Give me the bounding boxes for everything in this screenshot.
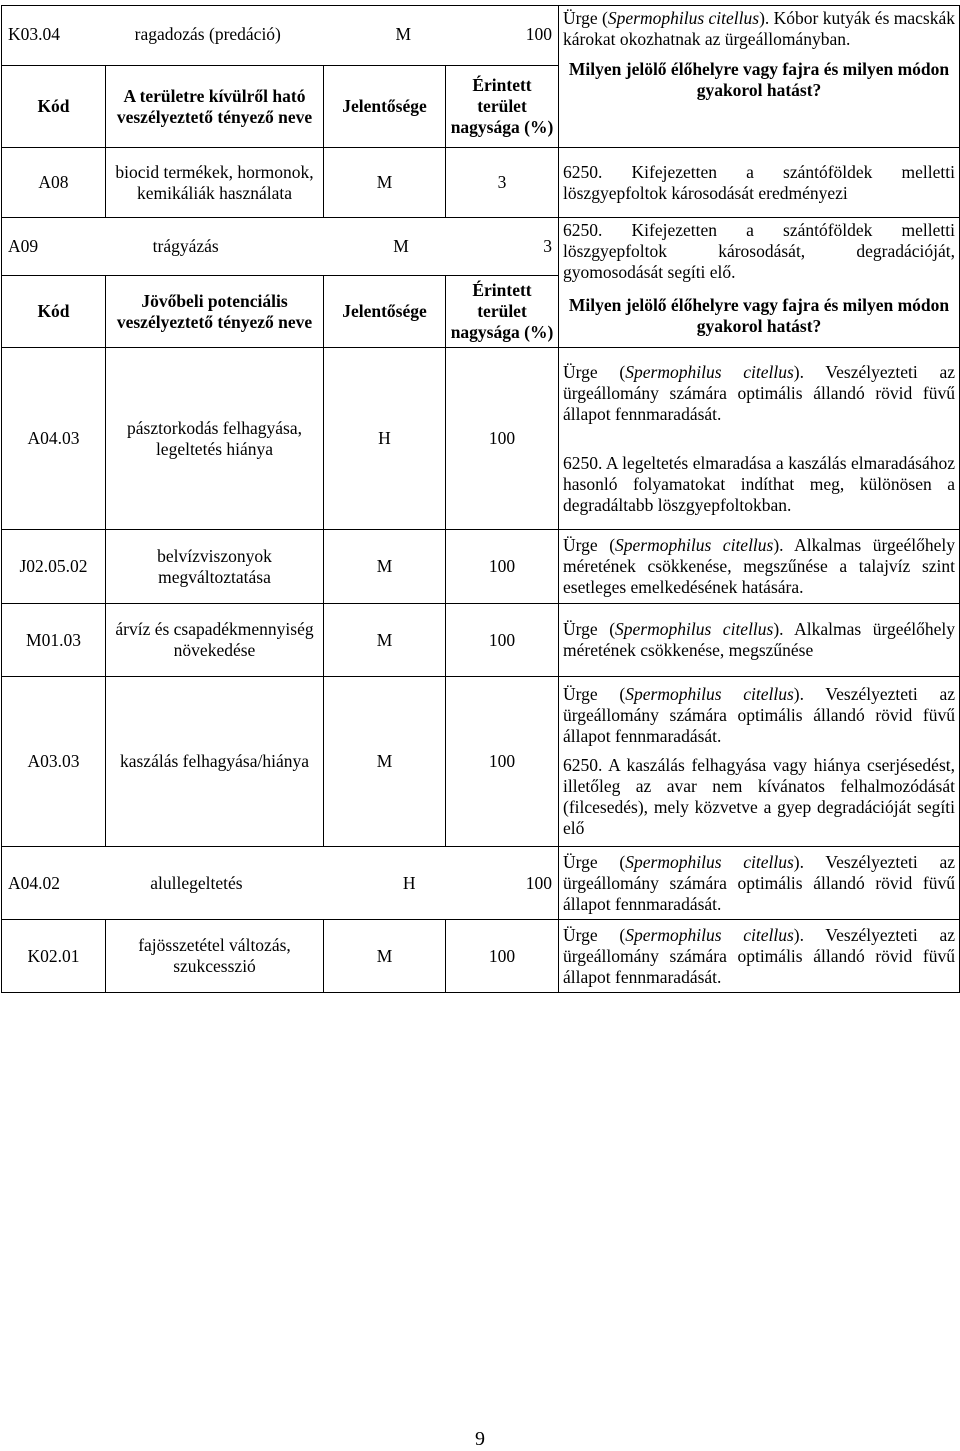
effect-text: Ürge (Spermophilus citellus). Kóbor kutyák és macskák károkat okozhatnak az ürgeállományban. (563, 8, 955, 49)
area-percent: 3 (543, 236, 552, 256)
threat-name: belvízviszonyok megváltoztatása (106, 530, 324, 604)
area-percent: 100 (446, 530, 559, 604)
effect-text: 6250. A legeltetés elmaradása a kaszálás elmaradásához hasonló folyamatokat indíthat meg, különösen a degradáltabb löszgyepfoltokban. (563, 452, 955, 515)
area-percent: 100 (446, 348, 559, 530)
merged-row-k0304 (2, 6, 559, 66)
col-header-future-threat: Jövőbeli potenciális veszélyeztető tényező neve (106, 276, 324, 348)
threat-name: pásztorkodás felhagyása, legeltetés hiánya (106, 348, 324, 530)
significance: M (324, 604, 446, 677)
threat-code: K02.01 (2, 920, 106, 993)
effect-text (559, 148, 960, 218)
table-row (2, 348, 960, 530)
threat-name: fajösszetétel változás, szukcesszió (106, 920, 324, 993)
question-header: Milyen jelölő élőhelyre vagy fajra és milyen módon gyakorol hatást? (568, 59, 950, 100)
col-header-area: Érintett terület nagysága (%) (446, 66, 559, 148)
table-row (2, 847, 960, 920)
effect-cell (559, 6, 960, 148)
threat-name: trágyázás (152, 236, 219, 256)
merged-row-a09 (2, 218, 559, 276)
threat-code: A04.02 (8, 872, 61, 893)
effect-text: 6250. A kaszálás felhagyása vagy hiánya cserjésedést, illetőleg az avar nem kívánatos felhalmozódását (filcesedés), mely közvetve a gyep degradációját segíti elő (563, 755, 955, 838)
page-number: 9 (475, 1428, 485, 1450)
significance: M (324, 148, 446, 218)
col-header-area: Érintett terület nagysága (%) (446, 276, 559, 348)
effect-text: Ürge (Spermophilus citellus). Veszélyezteti az ürgeállomány számára optimális állandó rövid füvű állapot fennmaradását. (563, 684, 956, 746)
effect-paragraph: Ürge (Spermophilus citellus). Veszélyezteti az ürgeállomány számára optimális állandó rövid füvű állapot fennmaradását. (563, 924, 956, 987)
effect-text: 6250. Kifejezetten a szántóföldek melletti löszgyepfoltok károsodását, degradációját, gyomosodását segíti elő. (563, 220, 955, 282)
question-header: Milyen jelölő élőhelyre vagy fajra és milyen módon gyakorol hatást? (568, 295, 950, 336)
threat-code: A09 (8, 236, 39, 256)
threat-code: A03.03 (2, 677, 106, 847)
table-row (2, 677, 960, 847)
threat-code: M01.03 (2, 604, 106, 677)
table-row (2, 218, 960, 276)
threat-name: kaszálás felhagyása/hiánya (106, 677, 324, 847)
area-percent: 100 (446, 920, 559, 993)
threat-code: J02.05.02 (2, 530, 106, 604)
area-percent: 100 (446, 677, 559, 847)
table-row (2, 6, 960, 66)
col-header-kod: Kód (2, 276, 106, 348)
col-header-threat-name: A területre kívülről ható veszélyeztető tényező neve (106, 66, 324, 148)
area-percent: 100 (446, 604, 559, 677)
area-percent: 100 (525, 24, 552, 44)
threat-code: K03.04 (8, 24, 61, 44)
effect-cell (559, 218, 960, 348)
effect-text (559, 920, 960, 993)
table-row (2, 604, 960, 677)
significance: M (324, 530, 446, 604)
effect-paragraph: Ürge (Spermophilus citellus). Veszélyezteti az ürgeállomány számára optimális állandó rövid füvű állapot fennmaradását. (563, 851, 956, 914)
effect-text (559, 604, 960, 677)
table-row (2, 920, 960, 993)
significance: H (402, 872, 416, 893)
threat-code: A04.03 (2, 348, 106, 530)
threat-table (1, 5, 960, 993)
col-header-significance: Jelentősége (324, 276, 446, 348)
effect-paragraph: 6250. Kifejezetten a szántóföldek melletti löszgyepfoltok károsodását eredményezi (563, 161, 955, 203)
effect-cell (559, 677, 960, 847)
effect-text (559, 847, 960, 920)
area-percent: 3 (446, 148, 559, 218)
col-header-significance: Jelentősége (324, 66, 446, 148)
significance: M (324, 677, 446, 847)
effect-text: Ürge (Spermophilus citellus). Veszélyezteti az ürgeállomány számára optimális állandó rövid füvű állapot fennmaradását. (563, 361, 956, 424)
table-row (2, 530, 960, 604)
area-percent: 100 (525, 872, 552, 893)
effect-paragraph: Ürge (Spermophilus citellus). Alkalmas ürgeélőhely méretének csökkenése, megszűnése a talajvíz szint esetleges emelkedésének hatására. (563, 535, 956, 597)
threat-name: biocid termékek, hormonok, kemikáliák használata (106, 148, 324, 218)
significance: M (395, 24, 412, 44)
threat-name: árvíz és csapadékmennyiség növekedése (106, 604, 324, 677)
effect-cell (559, 348, 960, 530)
col-header-kod: Kód (2, 66, 106, 148)
significance: H (324, 348, 446, 530)
significance: M (324, 920, 446, 993)
effect-text (559, 530, 960, 604)
threat-code: A08 (2, 148, 106, 218)
threat-name: alullegeltetés (150, 872, 243, 893)
effect-paragraph: Ürge (Spermophilus citellus). Alkalmas ürgeélőhely méretének csökkenése, megszűnése (563, 619, 956, 660)
table-row (2, 148, 960, 218)
threat-name: ragadozás (predáció) (134, 24, 281, 44)
merged-row-a0402 (2, 847, 559, 920)
significance: M (393, 236, 409, 256)
